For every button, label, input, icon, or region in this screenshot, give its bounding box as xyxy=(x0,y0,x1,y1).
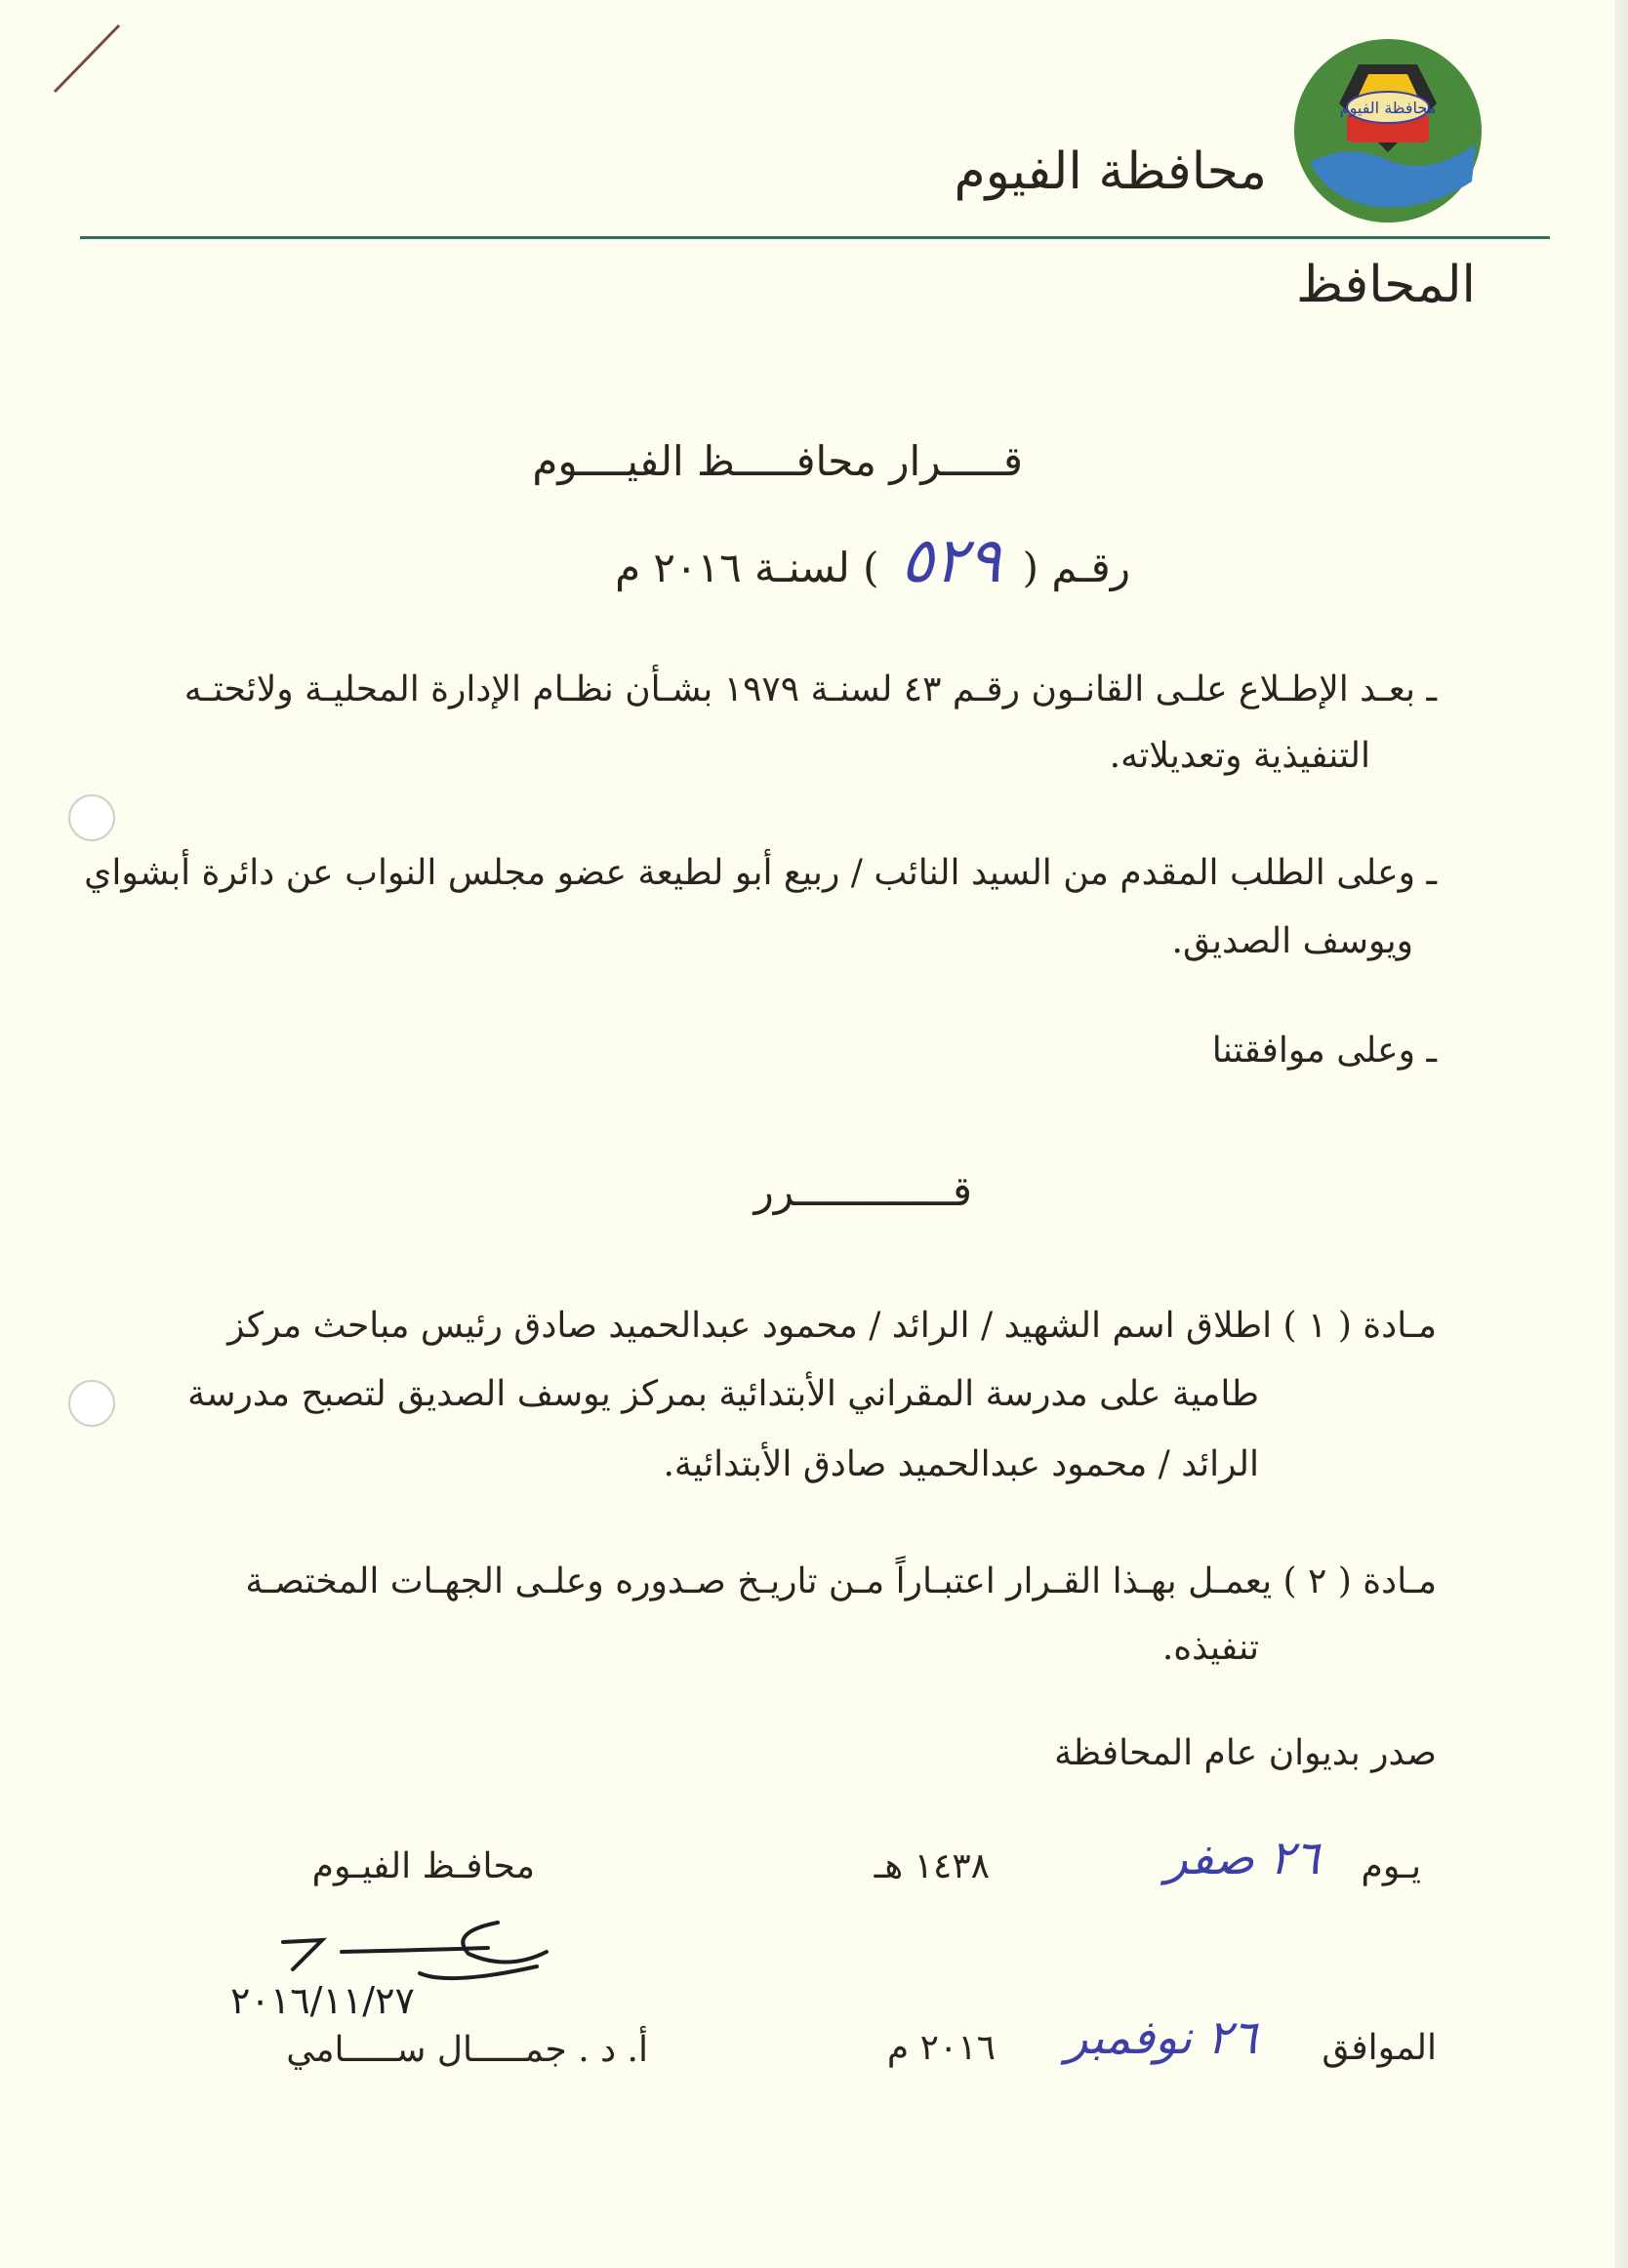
preamble-2-line-2: ويوسف الصديق. xyxy=(1171,921,1413,961)
preamble-1-line-2: التنفيذية وتعديلاته. xyxy=(1109,736,1370,776)
punch-hole-top xyxy=(68,794,115,841)
paper-edge xyxy=(1614,0,1628,2268)
header-rule xyxy=(80,236,1550,239)
issued-statement: صدر بديوان عام المحافظة xyxy=(1054,1733,1437,1773)
preamble-2-line-1: ـ وعلى الطلب المقدم من السيد النائب / ربيع أبو لطيعة عضو مجلس النواب عن دائرة أبشواي xyxy=(84,853,1437,893)
governorate-logo xyxy=(1290,35,1486,226)
logo-text: محافظة الفيوم xyxy=(1339,99,1437,117)
office-title: المحافظ xyxy=(1296,256,1476,314)
governor-name: أ. د . جمـــــال ســـــامي xyxy=(286,2030,648,2070)
preamble-1-line-1: ـ بعـد الإطـلاع علـى القانـون رقـم ٤٣ لسنـة ١٩٧٩ بشـأن نظـام الإدارة المحليـة ولائحتـه xyxy=(183,669,1437,709)
hijri-date-handwritten: ٢٦ صفر xyxy=(1164,1831,1320,1885)
gregorian-year: ٢٠١٦ م xyxy=(886,2028,996,2068)
day-label: يـوم xyxy=(1361,1846,1421,1886)
hijri-year: ١٤٣٨ هـ xyxy=(874,1846,990,1886)
governor-title: محافـظ الفيـوم xyxy=(311,1846,535,1886)
preamble-3-line-1: ـ وعلى موافقتنا xyxy=(1211,1031,1437,1071)
decision-number: ٥٢٩ xyxy=(900,525,1001,597)
article-1-line-2: طامية على مدرسة المقراني الأبتدائية بمركز يوسف الصديق لتصبح مدرسة xyxy=(187,1374,1259,1414)
decision-number-line xyxy=(615,525,1130,597)
article-2-line-2: تنفيذه. xyxy=(1161,1628,1259,1668)
gregorian-date-handwritten: ٢٦ نوفمبر xyxy=(1065,2010,1257,2065)
article-1-line-3: الرائد / محمود عبدالحميد صادق الأبتدائية. xyxy=(663,1444,1259,1484)
article-1-line-1: مـادة ( ١ ) اطلاق اسم الشهيد / الرائد / محمود عبدالحميد صادق رئيس مباحث مركز xyxy=(227,1306,1437,1346)
signature-date: ٢٠١٦/١١/٢٧ xyxy=(230,1979,415,2022)
number-prefix: رقـم ( xyxy=(1022,544,1130,591)
number-suffix: ) لسنـة ٢٠١٦ م xyxy=(615,544,879,591)
decision-title: قـــــرار محافـــــظ الفيــــوم xyxy=(532,437,1023,485)
punch-hole-bottom xyxy=(68,1380,115,1427)
decides-heading: قـــــــــــــرر xyxy=(753,1167,972,1215)
governorate-name: محافظة الفيوم xyxy=(954,142,1267,201)
corresponding-label: الموافق xyxy=(1322,2028,1437,2068)
corner-stroke xyxy=(49,21,127,100)
article-2-line-1: مـادة ( ٢ ) يعمـل بهـذا القـرار اعتبـاراً مـن تاريـخ صـدوره وعلـى الجهـات المختصـة xyxy=(245,1561,1437,1601)
